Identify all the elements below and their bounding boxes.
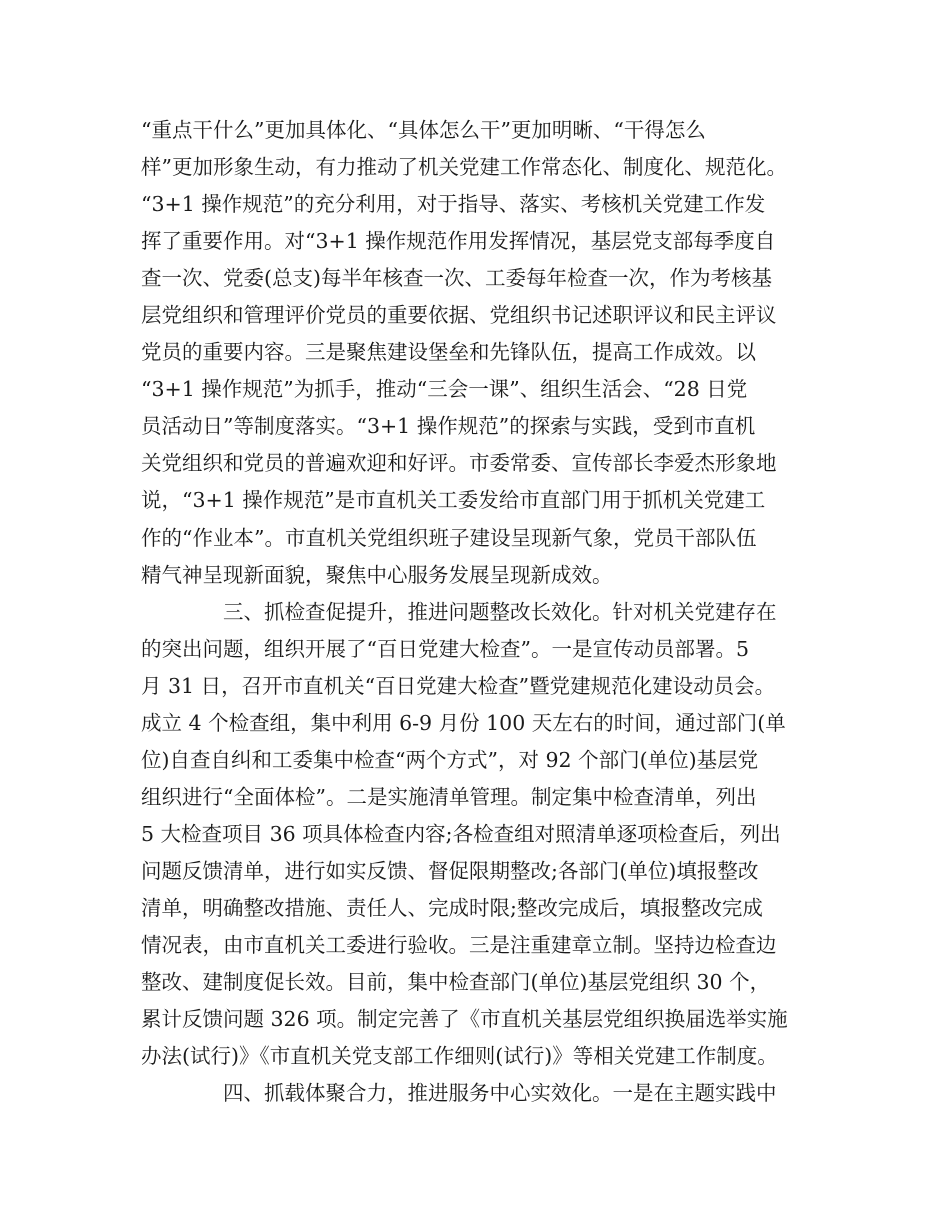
text-line: 挥了重要作用。对“3+1 操作规范作用发挥情况，基层党支部每季度自: [141, 229, 776, 254]
text-line: “3+1 操作规范”为抓手，推动“三会一课”、组织生活会、“28 日党: [141, 377, 748, 402]
text-line: 成立 4 个检查组，集中利用 6-9 月份 100 天左右的时间，通过部门(单: [141, 710, 786, 735]
text-line: 关党组织和党员的普遍欢迎和好评。市委常委、宣传部长李爱杰形象地: [141, 451, 777, 476]
text-line: 作的“作业本”。市直机关党组织班子建设呈现新气象，党员干部队伍: [141, 525, 757, 550]
paragraph-start-line: 四、抓载体聚合力，推进服务中心实效化。一是在主题实践中: [223, 1081, 777, 1106]
text-line: 的突出问题，组织开展了“百日党建大检查”。一是宣传动员部署。5: [141, 636, 750, 661]
text-line: 5 大检查项目 36 项具体检查内容;各检查组对照清单逐项检查后，列出: [141, 821, 781, 846]
text-line: 累计反馈问题 326 项。制定完善了《市直机关基层党组织换届选举实施: [141, 1007, 788, 1032]
text-line: “重点干什么”更加具体化、“具体怎么干”更加明晰、“干得怎么: [141, 118, 706, 142]
text-line: 组织进行“全面体检”。二是实施清单管理。制定集中检查清单，列出: [141, 784, 757, 809]
text-line: 精气神呈现新面貌，聚焦中心服务发展呈现新成效。: [141, 562, 613, 587]
text-line: 样”更加形象生动，有力推动了机关党建工作常态化、制度化、规范化。: [141, 155, 787, 180]
text-line: 说，“3+1 操作规范”是市直机关工委发给市直部门用于抓机关党建工: [141, 488, 766, 513]
text-line: 清单，明确整改措施、责任人、完成时限;整改完成后，填报整改完成: [141, 895, 763, 920]
text-line: 问题反馈清单，进行如实反馈、督促限期整改;各部门(单位)填报整改: [141, 858, 759, 883]
text-line: “3+1 操作规范”的充分利用，对于指导、落实、考核机关党建工作发: [141, 192, 766, 217]
text-line: 情况表，由市直机关工委进行验收。三是注重建章立制。坚持边检查边: [141, 933, 777, 958]
text-line: 层党组织和管理评价党员的重要依据、党组织书记述职评议和民主评议: [141, 303, 777, 328]
text-line: 整改、建制度促长效。目前，集中检查部门(单位)基层党组织 30 个，: [141, 970, 771, 995]
paragraph-start-line: 三、抓检查促提升，推进问题整改长效化。针对机关党建存在: [223, 599, 777, 624]
text-line: 查一次、党委(总支)每半年核查一次、工委每年检查一次，作为考核基: [141, 266, 772, 291]
text-line: 办法(试行)》《市直机关党支部工作细则(试行)》等相关党建工作制度。: [141, 1044, 778, 1069]
text-line: 党员的重要内容。三是聚焦建设堡垒和先锋队伍，提高工作成效。以: [141, 340, 756, 365]
text-line: 位)自查自纠和工委集中检查“两个方式”，对 92 个部门(单位)基层党: [141, 747, 759, 772]
text-line: 员活动日”等制度落实。“3+1 操作规范”的探索与实践，受到市直机: [141, 414, 756, 439]
text-line: 月 31 日，召开市直机关“百日党建大检查”暨党建规范化建设动员会。: [141, 673, 776, 698]
document-body: [141, 112, 831, 1112]
